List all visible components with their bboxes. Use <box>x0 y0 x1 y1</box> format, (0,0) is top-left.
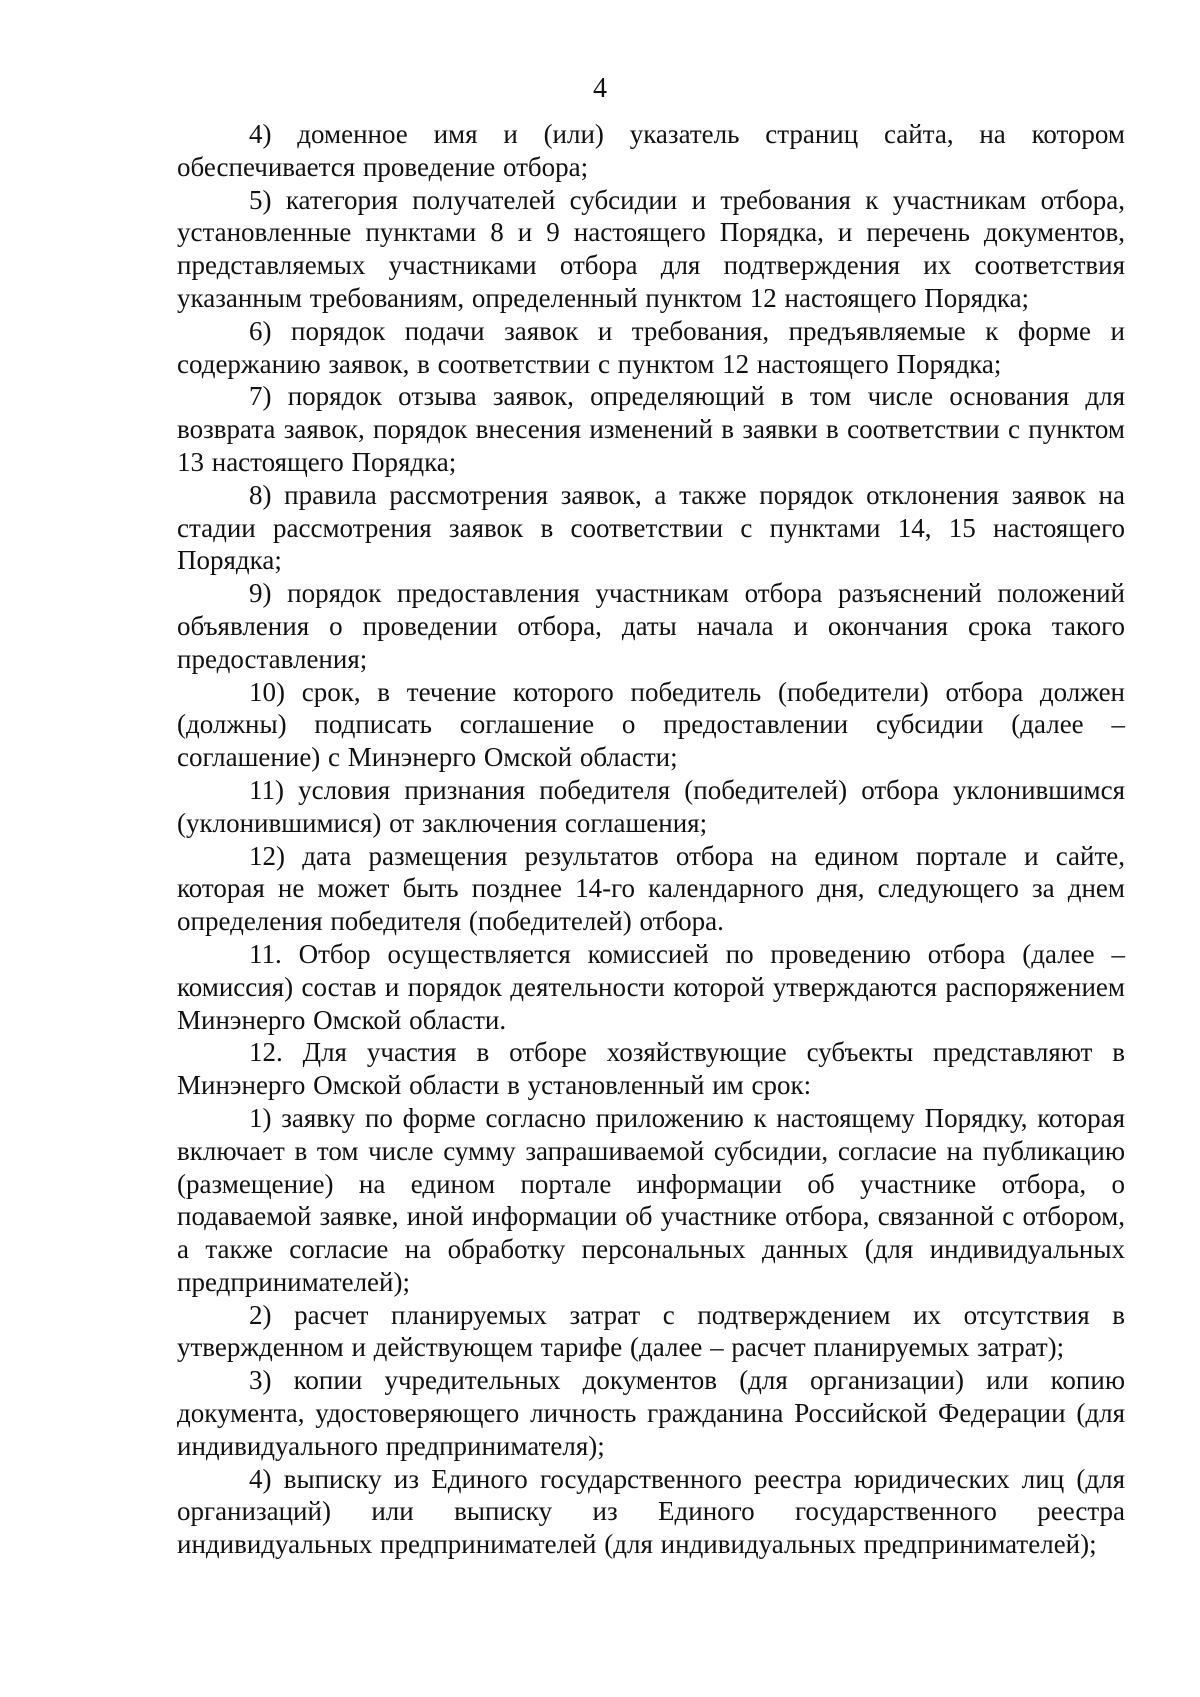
paragraph-item-5-category: 5) категория получателей субсидии и требования к участникам отбора, установленные пунктами 8 и 9 настоящего Порядка, и перечень документов, представляемых участниками отбора для подтверждения их соответствия указанным требованиям, определенный пунктом 12 настоящего Порядка; <box>177 184 1125 313</box>
paragraph-doc-1-application: 1) заявку по форме согласно приложению к настоящему Порядку, которая включает в том числе сумму запрашиваемой субсидии, согласие на публикацию (размещение) на едином портале информации об участнике отбора, о подаваемой заявке, иной информации об участнике отбора, связанной с отбором, а также согласие на обработку персональных данных (для индивидуальных предпринимателей); <box>177 1102 1125 1297</box>
page-number: 4 <box>593 73 607 104</box>
paragraph-doc-3-founding-documents: 3) копии учредительных документов (для организации) или копию документа, удостоверяющего личность гражданина Российской Федерации (для индивидуального предпринимателя); <box>177 1365 1125 1461</box>
paragraph-item-8-review-rules: 8) правила рассмотрения заявок, а также порядок отклонения заявок на стадии рассмотрения заявок в соответствии с пунктами 14, 15 настоящего Порядка; <box>177 479 1125 576</box>
paragraph-doc-4-registry-extract: 4) выписку из Единого государственного реестра юридических лиц (для организаций) или выписку из Единого государственного реестра индивидуальных предпринимателей (для индивидуальных предпринимателей); <box>177 1463 1125 1560</box>
paragraph-item-7-withdrawal: 7) порядок отзыва заявок, определяющий в том числе основания для возврата заявок, порядок внесения изменений в заявки в соответствии с пунктом 13 настоящего Порядка; <box>177 381 1125 477</box>
paragraph-doc-2-cost-calculation: 2) расчет планируемых затрат с подтверждением их отсутствия в утвержденном и действующем тарифе (далее – расчет планируемых затрат); <box>177 1299 1125 1363</box>
paragraph-item-12-results-date: 12) дата размещения результатов отбора на едином портале и сайте, которая не может быть позднее 14-го календарного дня, следующего за днем определения победителя (победителей) отбора. <box>177 840 1125 937</box>
paragraph-item-6-submission: 6) порядок подачи заявок и требования, предъявляемые к форме и содержанию заявок, в соответствии с пунктом 12 настоящего Порядка; <box>177 315 1125 379</box>
paragraph-item-4-domain: 4) доменное имя и (или) указатель страниц сайта, на котором обеспечивается проведение отбора; <box>177 119 1125 182</box>
paragraph-section-11-commission: 11. Отбор осуществляется комиссией по проведению отбора (далее – комиссия) состав и порядок деятельности которой утверждаются распоряжением Минэнерго Омской области. <box>177 938 1125 1035</box>
paragraph-section-12-participation: 12. Для участия в отборе хозяйствующие субъекты представляют в Минэнерго Омской области в установленный им срок: <box>177 1037 1125 1101</box>
paragraph-item-11-evasion: 11) условия признания победителя (победителей) отбора уклонившимся (уклонившимися) от заключения соглашения; <box>177 774 1125 838</box>
document-body <box>177 118 1125 1561</box>
paragraph-item-10-signing-term: 10) срок, в течение которого победитель (победители) отбора должен (должны) подписать соглашение о предоставлении субсидии (далее – соглашение) с Минэнерго Омской области; <box>177 676 1125 773</box>
paragraph-item-9-clarifications: 9) порядок предоставления участникам отбора разъяснений положений объявления о проведении отбора, даты начала и окончания срока такого предоставления; <box>177 578 1125 674</box>
